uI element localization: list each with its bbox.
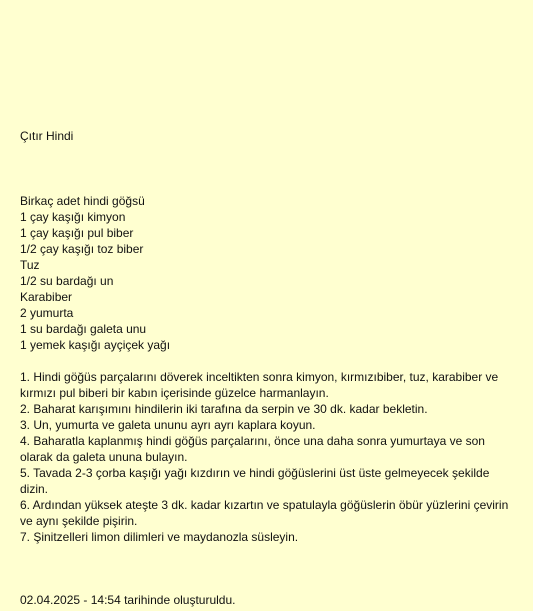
ingredient-item: 1/2 çay kaşığı toz biber xyxy=(20,242,144,256)
ingredient-item: 2 yumurta xyxy=(20,306,74,320)
step-item: 5. Tavada 2-3 çorba kaşığı yağı kızdırın ve hindi göğüslerini üst üste gelmeyecek şekilde dizin. xyxy=(20,466,490,496)
step-item: 7. Şinitzelleri limon dilimleri ve maydanozla süsleyin. xyxy=(20,530,299,544)
ingredient-item: Tuz xyxy=(20,258,40,272)
step-item: 4. Baharatla kaplanmış hindi göğüs parçalarını, önce una daha sonra yumurtaya ve son olarak da galeta ununa bulayın. xyxy=(20,434,485,464)
ingredient-item: Birkaç adet hindi göğsü xyxy=(20,194,145,208)
created-timestamp: 02.04.2025 - 14:54 tarihinde oluşturuldu. xyxy=(20,593,236,607)
steps-list xyxy=(20,369,510,545)
ingredient-item: Karabiber xyxy=(20,290,73,304)
ingredient-item: 1 su bardağı galeta unu xyxy=(20,322,147,336)
step-item: 3. Un, yumurta ve galeta ununu ayrı ayrı kaplara koyun. xyxy=(20,418,316,432)
ingredients-list xyxy=(20,193,170,353)
step-item: 6. Ardından yüksek ateşte 3 dk. kadar kızartın ve spatulayla göğüslerin öbür yüzlerini çevirin ve aynı şekilde pişirin. xyxy=(20,498,509,528)
ingredient-item: 1 çay kaşığı kimyon xyxy=(20,210,126,224)
ingredient-item: 1 çay kaşığı pul biber xyxy=(20,226,134,240)
ingredient-item: 1 yemek kaşığı ayçiçek yağı xyxy=(20,338,171,352)
ingredient-item: 1/2 su bardağı un xyxy=(20,274,114,288)
step-item: 2. Baharat karışımını hindilerin iki tarafına da serpin ve 30 dk. kadar bekletin. xyxy=(20,402,428,416)
step-item: 1. Hindi göğüs parçalarını döverek inceltikten sonra kimyon, kırmızıbiber, tuz, karabiber ve kırmızı pul biberi bir kabın içerisinde güzelce harmanlayın. xyxy=(20,370,499,400)
recipe-title: Çıtır Hindi xyxy=(20,129,74,143)
